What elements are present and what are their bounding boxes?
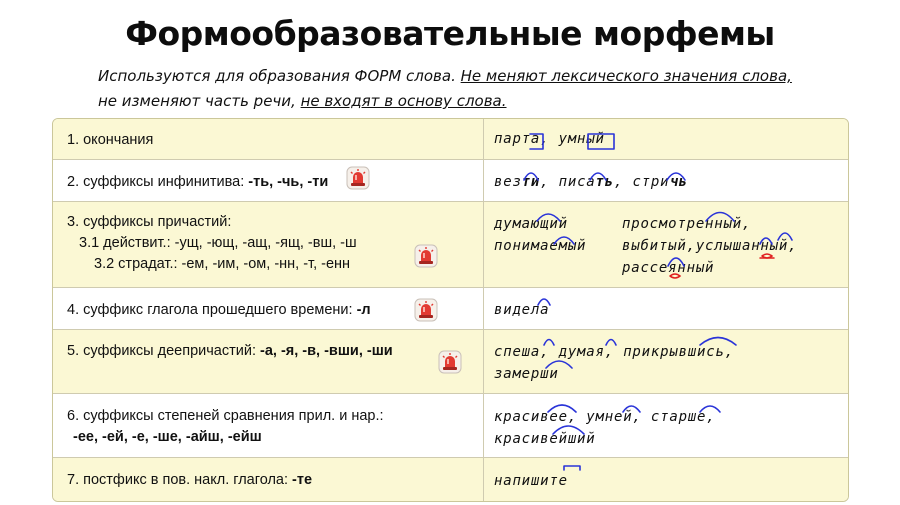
row-7-label (67, 470, 312, 491)
table-row-3 (53, 201, 848, 288)
row-4-label (67, 300, 371, 321)
row-6-example-line-1: красивее, умней, старше, (494, 409, 716, 425)
row-2-suffixes: -ть, -чь, -ти (248, 174, 329, 190)
row-4-label-text: 4. суффикс глагола прошедшего времени: (67, 302, 357, 318)
table-row-1 (53, 119, 848, 159)
row-2-example-1-suffix: ти (521, 174, 541, 190)
row-2-example-1: вез (494, 174, 522, 190)
row-3-label (67, 212, 357, 275)
row-2-label-text: 2. суффиксы инфинитива: (67, 174, 249, 190)
row-1-label-text: 1. окончания (67, 132, 154, 148)
row-3-example-1: думающий (494, 216, 568, 232)
morpheme-table (52, 118, 849, 502)
table-row-7 (53, 457, 848, 502)
intro-part-5: не входят в основу слова. (300, 92, 507, 110)
row-3-example-4: выбитый,услышанный, (622, 238, 798, 254)
row-5-examples (494, 341, 734, 385)
row-2-label (67, 172, 328, 193)
row-2-example-2-suffix: ть (595, 174, 614, 190)
row-6-label (67, 406, 384, 448)
intro-part-2: Не меняют лексического значения слова, (460, 67, 792, 85)
row-3-passive-suffixes: 3.2 страдат.: -ем, -им, -ом, -нн, -т, -енн (94, 256, 351, 272)
row-2-example-3: , стри (614, 174, 670, 190)
intro-text (98, 64, 858, 114)
row-4-examples (494, 299, 549, 321)
row-7-label-text: 7. постфикс в пов. накл. глагола: (67, 472, 293, 488)
row-7-example-text: напишите (494, 473, 568, 489)
row-6-example-line-2: красивейший (494, 431, 596, 447)
row-6-examples (494, 406, 716, 450)
row-1-example-text: парта, умный (494, 131, 605, 147)
page-title: Формообразовательные морфемы (125, 14, 775, 53)
row-2-example-2: , писа (540, 174, 596, 190)
siren-icon (413, 297, 439, 323)
intro-part-3: не изменяют часть речи (98, 92, 292, 110)
siren-icon (345, 165, 371, 191)
row-7-examples (494, 470, 568, 492)
row-5-example-line-2: замерши (494, 366, 559, 382)
row-3-active-suffixes: 3.1 действит.: -ущ, -ющ, -ащ, -ящ, -вш, -ш (79, 235, 357, 251)
row-6-label-text: 6. суффиксы степеней сравнения прил. и нар.: (67, 408, 384, 424)
intro-part-4: , (291, 92, 301, 110)
row-6-suffixes: -ее, -ей, -е, -ше, -айш, -ейш (73, 429, 262, 445)
column-divider (483, 119, 484, 501)
row-1-label (67, 130, 153, 151)
row-5-example-line-1: спеша, думая, прикрывшись, (494, 344, 734, 360)
row-3-example-3: понимаемый (494, 238, 587, 254)
table-row-2 (53, 159, 848, 202)
siren-icon (413, 243, 439, 269)
intro-part-1: Используются для образования ФОРМ слова. (98, 67, 461, 85)
row-3-example-5: рассеянный (622, 260, 715, 276)
row-2-examples (494, 171, 688, 193)
table-row-4 (53, 287, 848, 330)
row-3-label-text: 3. суффиксы причастий: (67, 214, 232, 230)
row-3-example-2: просмотренный, (622, 216, 752, 232)
row-4-example-text: видела (494, 302, 550, 318)
row-7-postfix: -те (292, 472, 313, 488)
row-2-example-3-suffix: чь (669, 174, 688, 190)
row-5-label (67, 341, 393, 362)
table-row-6 (53, 393, 848, 458)
row-5-suffixes: -а, -я, -в, -вши, -ши (260, 343, 393, 359)
row-5-label-text: 5. суффиксы деепричастий: (67, 343, 260, 359)
row-1-examples (494, 128, 605, 150)
row-4-suffix: -л (356, 302, 371, 318)
siren-icon (437, 349, 463, 375)
